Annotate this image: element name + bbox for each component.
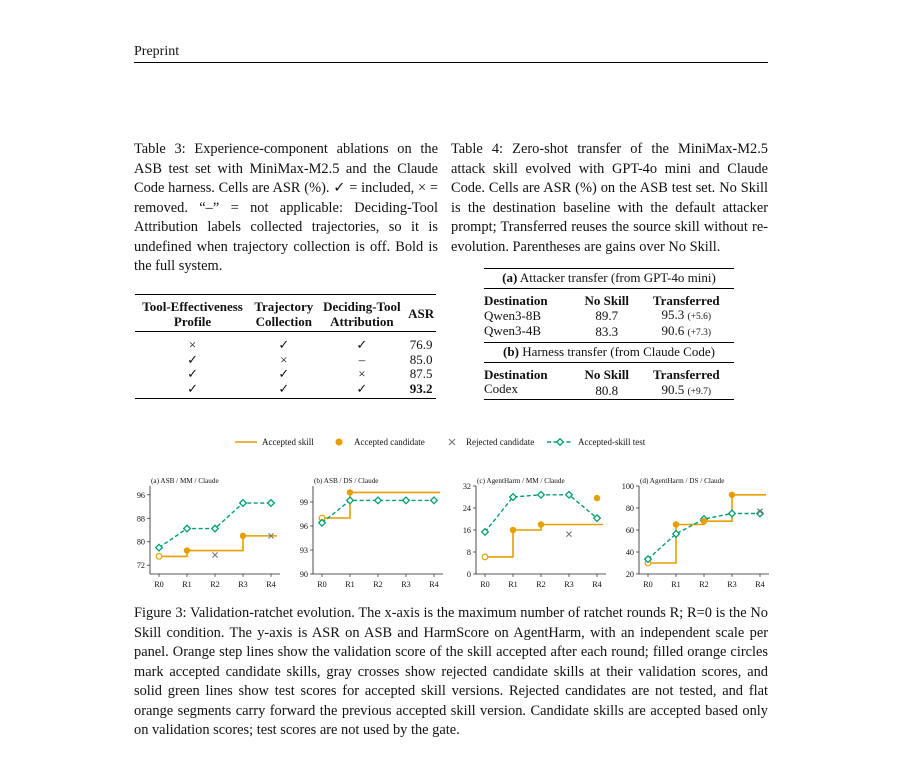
table-cell: 85.0: [409, 351, 433, 367]
y-tick-label: 80: [136, 537, 145, 547]
x-tick-label: R0: [643, 580, 653, 589]
chart-title: (b) ASB / DS / Claude: [314, 477, 379, 485]
chart-title: (a) ASB / MM / Claude: [151, 477, 219, 485]
col-destination: Destination: [484, 293, 548, 308]
subtable-title: Harness transfer (from Claude Code): [522, 344, 715, 359]
table3-caption: Table 3: Experience-component ablations on the ASB test set with MiniMax-M2.5 and the Claude Code harness. Cells are ASR (%). ✓ = included, × = removed. “–” = not applicable: Deciding-Tool Attribution labels collected trajectories, so it is undefined when trajectory collection is off. Bold is the full system.: [134, 141, 438, 274]
y-tick-label: 20: [625, 570, 634, 579]
x-tick-label: R4: [266, 580, 276, 589]
x-tick-label: R3: [401, 580, 411, 589]
gain: (+9.7): [687, 386, 712, 397]
col-transferred: Transferred: [652, 367, 720, 382]
x-tick-label: R3: [564, 580, 574, 589]
table-cell: ×: [280, 351, 288, 367]
accepted-skill-step-line: [485, 525, 603, 557]
accepted-skill-step-line: [648, 495, 766, 563]
legend-accepted-skill-label: Accepted skill: [262, 437, 314, 447]
legend-rejected-candidate-label: Rejected candidate: [466, 437, 535, 447]
table-cell: ✓: [278, 380, 290, 396]
y-tick-label: 88: [136, 514, 145, 524]
gain: (+5.6): [687, 312, 712, 322]
table-cell: –: [358, 351, 366, 367]
table-cell: 80.8: [595, 382, 619, 398]
chart-panel-4: [622, 477, 769, 589]
legend-accepted-skill-test-label: Accepted-skill test: [578, 437, 646, 447]
table-cell: ×: [358, 366, 366, 381]
y-tick-label: 72: [136, 561, 145, 571]
col-no-skill: No Skill: [584, 293, 629, 308]
table-cell: 76.9: [409, 337, 433, 352]
chart-title: (c) AgentHarm / MM / Claude: [477, 477, 565, 485]
test-point: [268, 500, 275, 507]
test-point: [538, 492, 545, 499]
header-line: Profile: [173, 313, 212, 329]
col-no-skill: No Skill: [584, 367, 629, 382]
accepted-candidate-point: [729, 492, 735, 498]
value: 90.5: [661, 381, 685, 397]
baseline-marker: [482, 554, 488, 560]
x-tick-label: R2: [210, 580, 220, 589]
subtable-label: (b): [503, 344, 519, 359]
x-tick-label: R1: [508, 580, 518, 589]
y-tick-label: 99: [299, 498, 308, 507]
x-tick-label: R1: [671, 580, 681, 589]
table-cell: 89.7: [595, 308, 619, 323]
value: 90.6: [661, 323, 685, 338]
y-tick-label: 96: [136, 490, 145, 500]
x-tick-label: R0: [154, 580, 164, 589]
accepted-candidate-point: [240, 533, 246, 539]
baseline-marker: [156, 554, 162, 560]
table-cell: ✓: [278, 366, 290, 381]
table-cell: ✓: [187, 351, 198, 367]
table-cell: 83.3: [595, 324, 619, 339]
y-tick-label: 16: [462, 526, 471, 535]
header-line: Attribution: [330, 313, 394, 329]
col-transferred: Transferred: [652, 293, 720, 308]
accepted-candidate-point: [347, 489, 353, 495]
x-tick-label: R0: [317, 580, 327, 589]
x-tick-label: R2: [536, 580, 546, 589]
x-tick-label: R1: [345, 580, 355, 589]
y-tick-label: 8: [466, 548, 471, 557]
running-header: Preprint: [134, 44, 180, 59]
accepted-candidate-point: [538, 521, 544, 527]
x-tick-label: R3: [727, 580, 737, 589]
header-line: Trajectory: [254, 299, 314, 314]
accepted-candidate-point: [594, 495, 600, 501]
test-point: [184, 525, 191, 532]
header-line: Collection: [255, 313, 312, 329]
y-tick-label: 0: [466, 570, 471, 579]
table-cell: Qwen3-4B: [484, 323, 542, 338]
subtable-title: Attacker transfer (from GPT-4o mini): [519, 270, 716, 285]
chart-panel-3: [463, 477, 606, 589]
table-cell: ✓: [356, 337, 368, 352]
y-tick-label: 32: [462, 482, 471, 491]
header-line: Deciding-Tool: [323, 299, 401, 314]
x-tick-label: R4: [592, 580, 602, 589]
table-cell: 87.5: [409, 366, 433, 381]
y-tick-label: 90: [299, 570, 308, 579]
legend-accepted-candidate-label: Accepted candidate: [354, 437, 425, 447]
col-destination: Destination: [484, 367, 548, 382]
test-point: [375, 497, 382, 504]
test-point: [431, 497, 438, 504]
accepted-skill-step-line: [322, 492, 440, 518]
header-line: Tool-Effectiveness: [142, 299, 243, 314]
subtable-label: (a): [502, 270, 518, 285]
value: 95.3: [661, 307, 685, 322]
accepted-candidate-point: [510, 527, 516, 533]
x-tick-label: R2: [373, 580, 383, 589]
table-cell: ✓: [187, 380, 198, 396]
x-tick-label: R4: [429, 580, 439, 589]
test-point: [594, 515, 601, 522]
table-cell: ✓: [356, 380, 368, 396]
x-tick-label: R2: [699, 580, 709, 589]
accepted-candidate-point: [673, 521, 679, 527]
rejected-candidate-point: [212, 552, 217, 557]
test-point: [403, 497, 410, 504]
y-tick-label: 100: [621, 482, 634, 491]
chart-panel-1: [137, 477, 280, 589]
y-tick-label: 80: [625, 504, 634, 513]
accepted-skill-step-line: [159, 536, 277, 557]
accepted-candidate-point: [701, 518, 707, 524]
y-tick-label: 24: [462, 504, 471, 513]
x-tick-label: R3: [238, 580, 248, 589]
x-tick-label: R4: [755, 580, 765, 589]
table-cell: Qwen3-8B: [484, 308, 542, 323]
y-tick-label: 60: [625, 526, 634, 535]
x-tick-label: R0: [480, 580, 490, 589]
table-cell: ×: [188, 337, 197, 352]
y-tick-label: 93: [299, 546, 308, 555]
test-point: [240, 500, 247, 507]
accepted-candidate-point: [184, 547, 190, 553]
table4-caption: Table 4: Zero-shot transfer of the MiniMax-M2.5 attack skill evolved with GPT-4o mini and Claude Code. Cells are ASR (%) on the ASB test set. No Skill is the destination baseline with the default attacker prompt; Transferred reuses the source skill without re-evolution. Parentheses are gains over No Skill.: [451, 141, 768, 255]
chart-panel-2: [300, 477, 443, 589]
table3-col-asr: ASR: [408, 306, 435, 322]
table-cell: Codex: [484, 381, 518, 396]
y-tick-label: 40: [625, 548, 634, 557]
chart-title: (d) AgentHarm / DS / Claude: [640, 477, 725, 485]
table-cell: ✓: [187, 366, 198, 381]
table-cell: 93.2: [409, 380, 433, 396]
rejected-candidate-point: [566, 532, 571, 537]
test-point: [729, 510, 736, 517]
figure3-caption: Figure 3: Validation-ratchet evolution. The x-axis is the maximum number of ratchet rounds R; R=0 is the No Skill condition. The y-axis is ASR on ASB and HarmScore on AgentHarm, with an independent scale per panel. Orange step lines show the validation score of the skill accepted after each round; filled orange circles mark accepted candidate skills, gray crosses show rejected candidate skills at their validation scores, and solid green lines show test scores for accepted skill versions. Rejected candidates are not tested, and flat orange segments carry forward the previous accepted skill version. Candidate skills are accepted based only on validation scores; test scores are not used by the gate.: [134, 605, 768, 738]
gain: (+7.3): [687, 328, 712, 338]
y-tick-label: 96: [299, 522, 308, 531]
table-cell: ✓: [278, 337, 290, 352]
x-tick-label: R1: [182, 580, 192, 589]
